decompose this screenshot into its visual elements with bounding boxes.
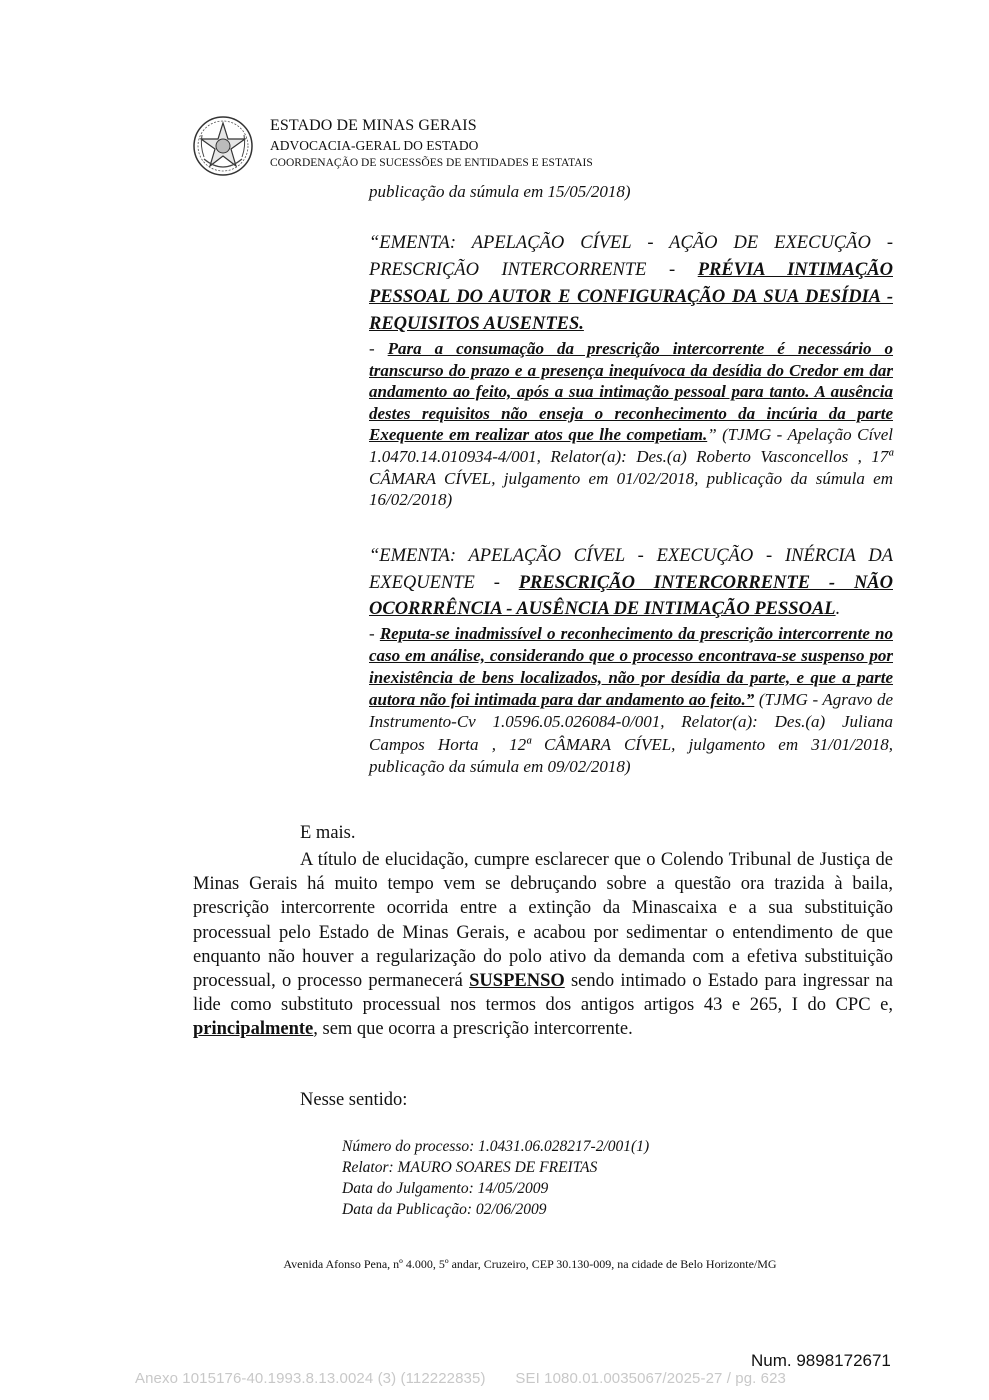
ementa-1-emphasis: Para a consumação da prescrição intercorrente é necessário o transcurso do prazo e a presença inequívoca da desídia do Credor em dar andamento ao feito, após a sua intimação pessoal para tanto. A ausência destes requisitos não enseja o reconhecimento da incúria da parte Exequente em realizar atos que lhe competiam. [369,339,894,445]
quote-ementa-2 [369,543,893,778]
quote-continuation: publicação da súmula em 15/05/2018) [369,182,631,201]
body-paragraph [193,848,893,1042]
ementa-1-citation: ” (TJMG - Apelação Cível 1.0470.14.010934-4/001, Relator(a): Des.(a) Roberto Vasconcellos , 17ª CÂMARA CÍVEL, julgamento em 01/02/2018, publicação da súmula em 16/02/2018) [369,425,894,510]
paragraph-text-2: sendo intimado o Estado para ingressar na lide como substituto processual nos termos dos antigos artigos 43 e 265, I do CPC e, [193,971,894,1016]
ref-relator: Relator: MAURO SOARES DE FREITAS [342,1159,598,1176]
ementa-2-heading: “EMENTA: APELAÇÃO CÍVEL - EXECUÇÃO - INÉRCIA DA EXEQUENTE - [369,546,893,593]
ref-numero: Número do processo: 1.0431.06.028217-2/001(1) [342,1138,650,1155]
paragraph-text-1: A título de elucidação, cumpre esclarecer que o Colendo Tribunal de Justiça de Minas Gerais há muito tempo vem se debruçando sobre a questão ora trazida à baila, prescrição intercorrente ocorrida entre a extinção da Minascaixa e a sua substituição processual pelo Estado de Minas Gerais, e acabou por sedimentar o entendimento de que enquanto não houver a regularização do polo ativo da demanda com a efetiva substituição processual, o processo permanecerá [193,850,893,992]
ementa-2-heading-emphasis: PRESCRIÇÃO INTERCORRENTE - NÃO OCORRRÊNCIA - AUSÊNCIA DE INTIMAÇÃO PESSOAL [369,572,893,619]
annex-stamp: Anexo 1015176-40.1993.8.13.0024 (3) (112222835) SEI 1080.01.0035067/2025-27 / pg. 623 [135,1370,787,1387]
ementa-2-period: . [835,599,841,619]
footer-address: Avenida Afonso Pena, nº 4.000, 5º andar, Cruzeiro, CEP 30.130-009, na cidade de Belo Horizonte/MG [283,1257,777,1271]
paragraph-text-3: , sem que ocorra a prescrição intercorrente. [313,1019,633,1040]
ementa-2-dash: - [369,623,380,643]
nesse-sentido: Nesse sentido: [300,1090,408,1110]
ementa-1-heading-emphasis: PRÉVIA INTIMAÇÃO PESSOAL DO AUTOR E CONFIGURAÇÃO DA SUA DESÍDIA - REQUISITOS AUSENTES. [369,260,893,334]
paragraph-emphasis-suspenso: SUSPENSO [469,971,565,992]
ref-julgamento: Data do Julgamento: 14/05/2009 [342,1180,549,1197]
ref-publicacao: Data da Publicação: 02/06/2009 [342,1201,547,1218]
ementa-1-dash: - [369,339,388,358]
ementa-2-body [369,623,893,778]
paragraph-emphasis-principalmente: principalmente [193,1019,314,1040]
header-department: COORDENAÇÃO DE SUCESSÕES DE ENTIDADES E ESTATAIS [270,157,593,169]
ementa-2-emphasis: Reputa-se inadmissível o reconhecimento da prescrição intercorrente no caso em análise, considerando que o processo encontrava-se suspenso por inexistência de bens localizados, não por desídia da parte, e que a parte autora não foi intimada para dar andamento ao feito.” [369,623,893,710]
document-number: Num. 9898172671 [751,1351,891,1370]
body-intro: E mais. [300,823,356,843]
ementa-1-heading: “EMENTA: APELAÇÃO CÍVEL - AÇÃO DE EXECUÇÃO - PRESCRIÇÃO INTERCORRENTE - [369,233,893,280]
coat-of-arms-icon [192,115,254,177]
header-agency: ADVOCACIA-GERAL DO ESTADO [270,138,479,153]
header-state: ESTADO DE MINAS GERAIS [270,117,477,134]
ementa-2-citation: (TJMG - Agravo de Instrumento-Cv 1.0596.05.026084-0/001, Relator(a): Des.(a) Juliana Campos Horta , 12ª CÂMARA CÍVEL, julgamento em 31/01/2018, publicação da súmula em 09/02/2018) [369,690,894,776]
quote-ementa-1 [369,230,893,511]
ementa-1-body [369,338,893,511]
